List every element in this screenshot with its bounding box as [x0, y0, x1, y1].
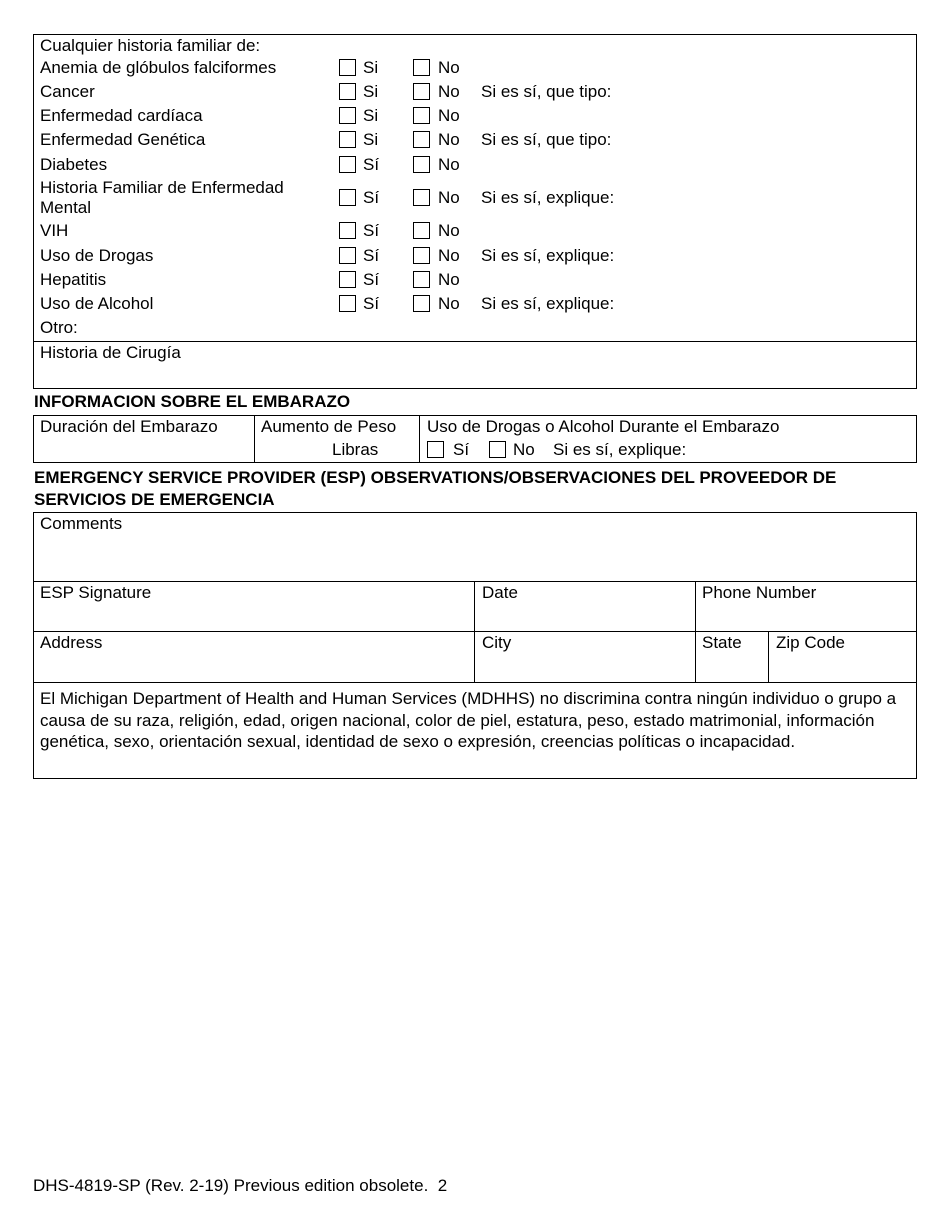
uso-de-drogas-yes-label: Sí [363, 246, 380, 265]
esp-signature-label: ESP Signature [40, 583, 152, 602]
other-label: Otro: [40, 318, 78, 337]
enfermedad-genetica-yes-label: Si [363, 130, 379, 149]
cancer-yes-label: Si [363, 82, 379, 101]
footer [33, 1176, 447, 1196]
condition-label-uso-de-drogas: Uso de Drogas [40, 246, 154, 265]
cancer-followup-label: Si es sí, que tipo: [481, 82, 612, 101]
pregnancy-drugs-label: Uso de Drogas o Alcohol Durante el Embarazo [427, 417, 780, 436]
uso-de-alcohol-yes-checkbox[interactable] [339, 295, 356, 312]
vih-yes-label: Sí [363, 221, 380, 240]
hepatitis-no-label: No [438, 270, 460, 289]
enfermedad-genetica-followup-label: Si es sí, que tipo: [481, 130, 612, 149]
historia-familiar-de-enfermedad-mental-yes-checkbox[interactable] [339, 189, 356, 206]
divider [33, 682, 917, 683]
esp-section-title: EMERGENCY SERVICE PROVIDER (ESP) OBSERVATIONS/OBSERVACIONES DEL PROVEEDOR DE SERVICIOS DE EMERGENCIA [34, 468, 837, 509]
enfermedad-genetica-no-checkbox[interactable] [413, 131, 430, 148]
diabetes-yes-checkbox[interactable] [339, 156, 356, 173]
divider [33, 631, 917, 632]
pregnancy-drugs-no-checkbox[interactable] [489, 441, 506, 458]
historia-familiar-de-enfermedad-mental-followup-label: Si es sí, explique: [481, 188, 615, 207]
state-field[interactable] [696, 655, 767, 681]
hepatitis-yes-label: Sí [363, 270, 380, 289]
uso-de-alcohol-followup-label: Si es sí, explique: [481, 294, 615, 313]
family-history-header: Cualquier historia familiar de: [40, 36, 261, 55]
phone-number-label: Phone Number [702, 583, 817, 602]
anemia-de-globulos-falciformes-no-label: No [438, 58, 460, 77]
condition-label-enfermedad-genetica: Enfermedad Genética [40, 130, 206, 149]
vih-no-label: No [438, 221, 460, 240]
uso-de-alcohol-yes-label: Sí [363, 294, 380, 313]
pregnancy-drugs-yes-checkbox[interactable] [427, 441, 444, 458]
uso-de-drogas-no-label: No [438, 246, 460, 265]
pregnancy-drugs-no-label: No [513, 440, 535, 459]
date-field[interactable] [475, 604, 694, 630]
anemia-de-globulos-falciformes-yes-checkbox[interactable] [339, 59, 356, 76]
diabetes-yes-label: Sí [363, 155, 380, 174]
form-id: DHS-4819-SP (Rev. 2-19) Previous edition obsolete. [33, 1176, 429, 1195]
condition-label-uso-de-alcohol: Uso de Alcohol [40, 294, 154, 313]
enfermedad-cardiaca-yes-label: Si [363, 106, 379, 125]
uso-de-drogas-no-checkbox[interactable] [413, 247, 430, 264]
condition-label-historia-familiar-de-enfermedad-mental: Historia Familiar de Enfermedad Mental [40, 178, 284, 217]
pregnancy-duration-label: Duración del Embarazo [40, 417, 218, 436]
anemia-de-globulos-falciformes-yes-label: Si [363, 58, 379, 77]
uso-de-alcohol-no-checkbox[interactable] [413, 295, 430, 312]
uso-de-drogas-yes-checkbox[interactable] [339, 247, 356, 264]
condition-label-hepatitis: Hepatitis [40, 270, 107, 289]
vih-no-checkbox[interactable] [413, 222, 430, 239]
anemia-de-globulos-falciformes-no-checkbox[interactable] [413, 59, 430, 76]
condition-label-vih: VIH [40, 221, 69, 240]
condition-label-diabetes: Diabetes [40, 155, 108, 174]
state-label: State [702, 633, 742, 652]
vih-yes-checkbox[interactable] [339, 222, 356, 239]
page-number: 2 [437, 1176, 448, 1195]
zip-code-field[interactable] [769, 655, 916, 681]
nondiscrimination-notice: El Michigan Department of Health and Human Services (MDHHS) no discrimina contra ningún individuo o grupo a causa de su raza, religión, edad, origen nacional, color de piel, estatura, peso, estado matrimonial, información genética, sexo, orientación sexual, identidad de sexo o expresión, creencias políticas o incapacidad. [40, 689, 897, 751]
condition-label-enfermedad-cardiaca: Enfermedad cardíaca [40, 106, 203, 125]
uso-de-drogas-followup-label: Si es sí, explique: [481, 246, 615, 265]
historia-familiar-de-enfermedad-mental-no-checkbox[interactable] [413, 189, 430, 206]
pregnancy-section-title: INFORMACION SOBRE EL EMBARAZO [34, 392, 351, 411]
hepatitis-no-checkbox[interactable] [413, 271, 430, 288]
weight-gain-label: Aumento de Peso [261, 417, 397, 436]
phone-number-field[interactable] [696, 604, 916, 630]
esp-signature-field[interactable] [34, 604, 473, 630]
city-field[interactable] [475, 655, 694, 681]
cancer-yes-checkbox[interactable] [339, 83, 356, 100]
comments-label: Comments [40, 514, 123, 533]
diabetes-no-checkbox[interactable] [413, 156, 430, 173]
date-label: Date [482, 583, 518, 602]
surgery-history-label: Historia de Cirugía [40, 343, 181, 362]
zip-code-label: Zip Code [776, 633, 845, 652]
enfermedad-genetica-no-label: No [438, 130, 460, 149]
condition-label-anemia-de-globulos-falciformes: Anemia de glóbulos falciformes [40, 58, 277, 77]
hepatitis-yes-checkbox[interactable] [339, 271, 356, 288]
enfermedad-cardiaca-no-checkbox[interactable] [413, 107, 430, 124]
address-label: Address [40, 633, 103, 652]
cancer-no-checkbox[interactable] [413, 83, 430, 100]
divider [33, 341, 917, 342]
enfermedad-cardiaca-no-label: No [438, 106, 460, 125]
diabetes-no-label: No [438, 155, 460, 174]
divider [33, 581, 917, 582]
enfermedad-genetica-yes-checkbox[interactable] [339, 131, 356, 148]
historia-familiar-de-enfermedad-mental-no-label: No [438, 188, 460, 207]
divider [254, 415, 255, 463]
city-label: City [482, 633, 512, 652]
weight-unit-label: Libras [332, 440, 379, 459]
uso-de-alcohol-no-label: No [438, 294, 460, 313]
condition-label-cancer: Cancer [40, 82, 95, 101]
cancer-no-label: No [438, 82, 460, 101]
historia-familiar-de-enfermedad-mental-yes-label: Sí [363, 188, 380, 207]
enfermedad-cardiaca-yes-checkbox[interactable] [339, 107, 356, 124]
pregnancy-drugs-yes-label: Sí [453, 440, 470, 459]
pregnancy-drugs-explain-label: Si es sí, explique: [553, 440, 687, 459]
comments-field[interactable] [34, 536, 916, 580]
divider [419, 415, 420, 463]
address-field[interactable] [34, 655, 473, 681]
